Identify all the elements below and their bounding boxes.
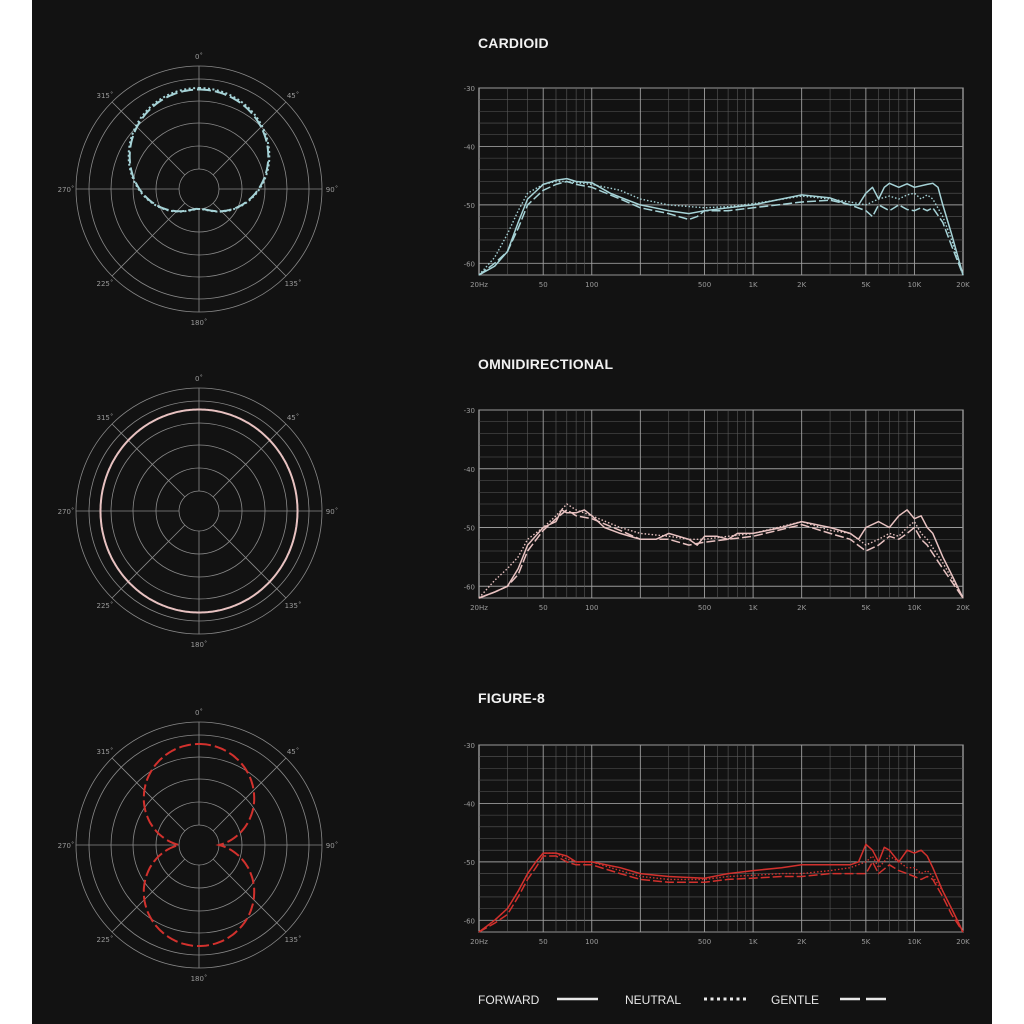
polar-angle-label: 180˚ — [190, 975, 208, 983]
polar-angle-label: 225˚ — [96, 602, 114, 611]
y-tick-label: -30 — [463, 85, 475, 93]
x-tick-label: 1K — [748, 604, 758, 612]
x-tick-label: 100 — [585, 281, 599, 289]
x-tick-label: 1K — [748, 938, 758, 946]
x-tick-label: 20K — [956, 938, 970, 946]
x-tick-label: 100 — [585, 604, 599, 612]
x-tick-label: 20Hz — [470, 938, 488, 946]
polar-angle-label: 315˚ — [96, 413, 114, 422]
chart-panel — [32, 0, 992, 1024]
x-tick-label: 2K — [797, 938, 807, 946]
chart-title-figure-8: FIGURE-8 — [478, 690, 545, 706]
y-tick-label: -60 — [463, 917, 475, 926]
x-tick-label: 50 — [538, 281, 548, 289]
series-forward — [479, 844, 963, 932]
polar-angle-label: 0˚ — [195, 53, 203, 61]
x-tick-label: 5K — [861, 281, 871, 289]
chart-title-cardioid: CARDIOID — [478, 35, 549, 51]
polar-spoke — [213, 102, 286, 175]
x-tick-label: 2K — [797, 604, 807, 612]
polar-angle-label: 315˚ — [96, 747, 114, 756]
y-tick-label: -50 — [463, 858, 475, 867]
x-tick-label: 50 — [538, 604, 548, 612]
polar-plot-cardioid — [58, 53, 339, 327]
frequency-chart-cardioid — [464, 85, 971, 289]
x-tick-label: 1K — [748, 281, 758, 289]
y-tick-label: -50 — [463, 524, 475, 533]
legend-label-gentle: GENTLE — [771, 993, 820, 1007]
polar-ring — [179, 169, 219, 209]
polar-angle-label: 135˚ — [284, 936, 302, 945]
y-tick-label: -60 — [463, 583, 475, 592]
x-tick-label: 100 — [585, 938, 599, 946]
polar-spoke — [213, 859, 286, 932]
y-tick-label: -60 — [463, 260, 475, 269]
x-tick-label: 10K — [907, 604, 922, 612]
x-tick-label: 10K — [907, 281, 922, 289]
legend-label-neutral: NEUTRAL — [625, 993, 682, 1007]
polar-angle-label: 135˚ — [284, 602, 302, 611]
y-tick-label: -40 — [463, 465, 475, 474]
polar-spoke — [112, 424, 185, 497]
x-tick-label: 500 — [697, 604, 712, 612]
polar-angle-label: 135˚ — [284, 280, 302, 289]
polar-angle-label: 0˚ — [195, 375, 203, 383]
polar-ring — [179, 491, 219, 531]
x-tick-label: 50 — [538, 938, 548, 946]
polar-angle-label: 270˚ — [57, 508, 75, 516]
polar-angle-label: 90˚ — [325, 508, 339, 516]
polar-plot-omnidirectional — [58, 375, 339, 649]
x-tick-label: 5K — [861, 604, 871, 612]
y-tick-label: -40 — [463, 800, 475, 809]
frequency-chart-omnidirectional — [464, 407, 971, 612]
polar-plot-figure-8 — [58, 709, 339, 983]
polar-spoke — [112, 102, 185, 175]
charts-svg — [32, 0, 992, 1024]
polar-angle-label: 45˚ — [286, 91, 300, 100]
polar-angle-label: 90˚ — [325, 186, 339, 194]
x-tick-label: 2K — [797, 281, 807, 289]
polar-angle-label: 225˚ — [96, 280, 114, 289]
x-tick-label: 20Hz — [470, 281, 488, 289]
polar-angle-label: 180˚ — [190, 319, 208, 327]
polar-angle-label: 180˚ — [190, 641, 208, 649]
polar-spoke — [112, 203, 185, 276]
polar-spoke — [112, 525, 185, 598]
polar-spoke — [213, 203, 286, 276]
x-tick-label: 500 — [697, 281, 712, 289]
series-gentle — [479, 510, 963, 598]
y-tick-label: -30 — [463, 407, 475, 415]
x-tick-label: 5K — [861, 938, 871, 946]
polar-spoke — [213, 758, 286, 831]
y-tick-label: -30 — [463, 742, 475, 750]
x-tick-label: 20Hz — [470, 604, 488, 612]
frequency-chart-figure-8 — [464, 742, 971, 946]
y-tick-label: -40 — [463, 143, 475, 152]
polar-ring — [179, 825, 219, 865]
polar-spoke — [213, 424, 286, 497]
polar-angle-label: 90˚ — [325, 842, 339, 850]
polar-angle-label: 225˚ — [96, 936, 114, 945]
polar-angle-label: 270˚ — [57, 842, 75, 850]
legend-label-forward: FORWARD — [478, 993, 540, 1007]
polar-spoke — [213, 525, 286, 598]
polar-angle-label: 45˚ — [286, 747, 300, 756]
chart-title-omnidirectional: OMNIDIRECTIONAL — [478, 356, 614, 372]
x-tick-label: 500 — [697, 938, 712, 946]
legend-swatches — [32, 985, 992, 1015]
polar-angle-label: 0˚ — [195, 709, 203, 717]
polar-angle-label: 45˚ — [286, 413, 300, 422]
polar-angle-label: 315˚ — [96, 91, 114, 100]
x-tick-label: 20K — [956, 281, 970, 289]
x-tick-label: 20K — [956, 604, 970, 612]
polar-angle-label: 270˚ — [57, 186, 75, 194]
y-tick-label: -50 — [463, 201, 475, 210]
x-tick-label: 10K — [907, 938, 922, 946]
